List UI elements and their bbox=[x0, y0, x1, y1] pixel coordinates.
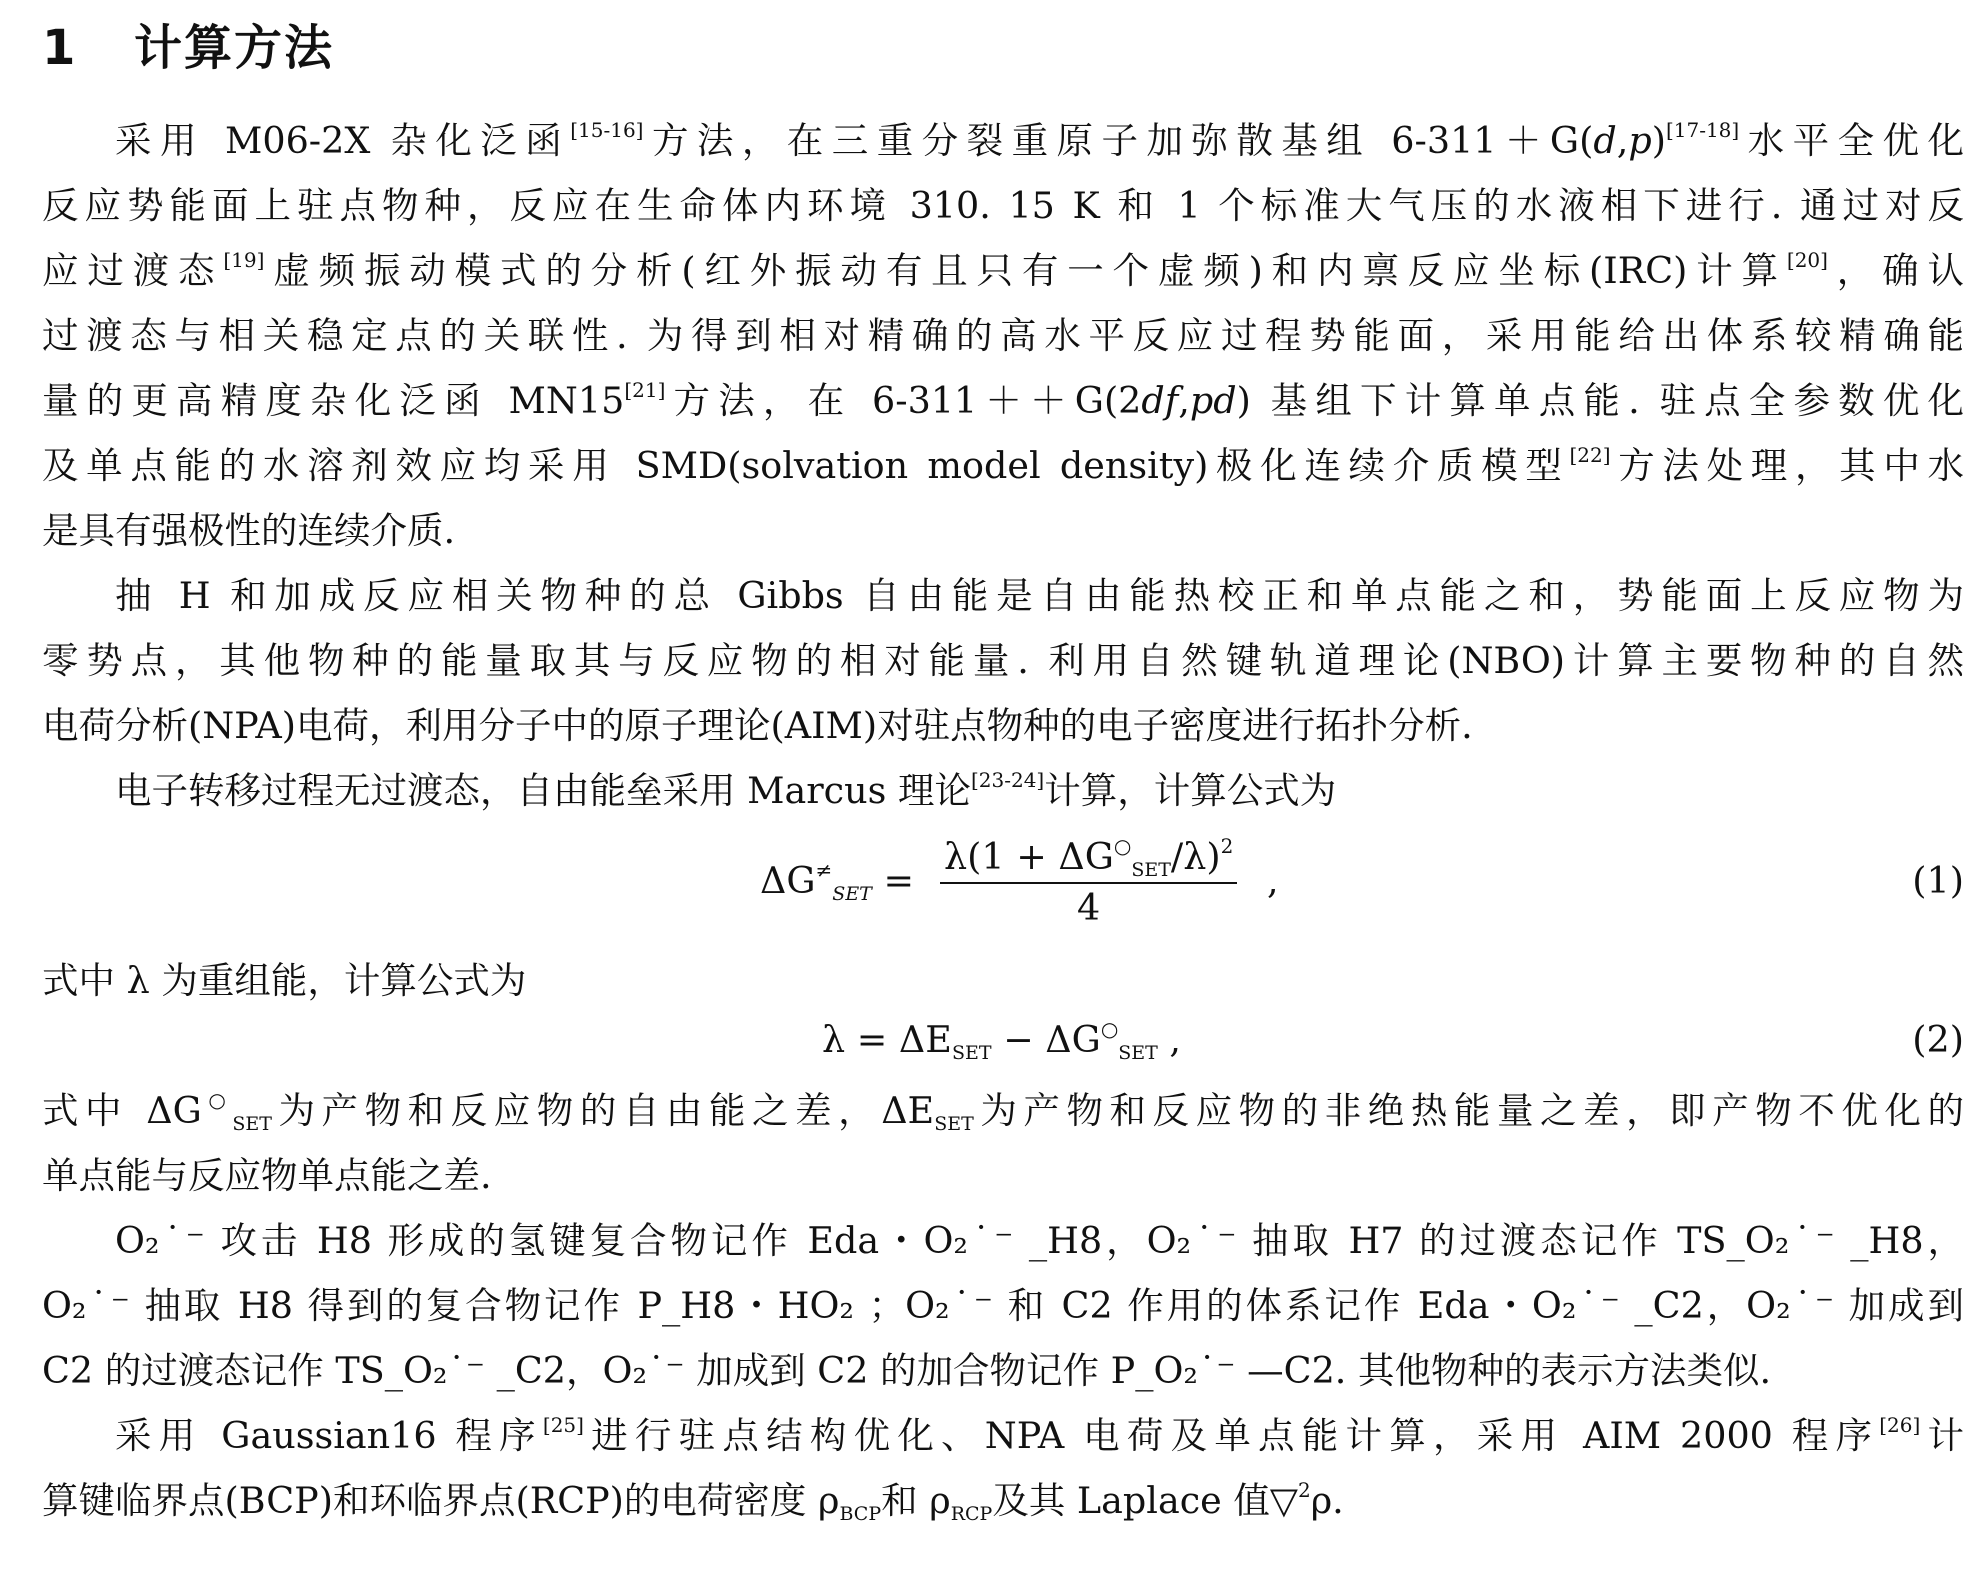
p6-line-3: C2 的过渡态记作 TS_O₂˙⁻ _C2，O₂˙⁻ 加成到 C2 的加合物记作 P_O₂˙⁻ —C2. 其他物种的表示方法类似. bbox=[42, 1349, 1772, 1392]
eq2-body: $\lambda = \Delta E_{SET} - \Delta G^○_{SET}$ , bbox=[822, 1017, 1182, 1064]
equation-2 bbox=[42, 1018, 1964, 1074]
citation: [26] bbox=[1879, 1413, 1921, 1437]
p1-line-5: 量的更高精度杂化泛函 MN15[21]方法，在 6-311＋＋G(2df,pd) 基组下计算单点能. 驻点全参数优化 bbox=[42, 378, 1965, 422]
p6-line-2: O₂˙⁻ 抽取 H8 得到的复合物记作 P_H8・HO₂ ；O₂˙⁻ 和 C2 作用的体系记作 Eda・O₂˙⁻ _C2，O₂˙⁻ 加成到 bbox=[42, 1284, 1964, 1327]
p1-line-3: 应过渡态[19]虚频振动模式的分析(红外振动有且只有一个虚频)和内禀反应坐标(IRC)计算[20]，确认 bbox=[42, 248, 1964, 292]
citation: [20] bbox=[1786, 248, 1828, 272]
p1-line-6: 及单点能的水溶剂效应均采用 SMD(solvation model density)极化连续介质模型[22]方法处理，其中水 bbox=[42, 443, 1965, 487]
p1-line-4: 过渡态与相关稳定点的关联性. 为得到相对精确的高水平反应过程势能面，采用能给出体系较精确能 bbox=[42, 314, 1964, 357]
p4-line-1: 式中 λ 为重组能，计算公式为 bbox=[42, 959, 527, 1002]
equation-1: $\Delta G^\ne_{SET}$ = $\lambda(1 + \Delta G^○_{SET}/\lambda)^2$ 4 , (1) bbox=[760, 834, 1964, 929]
eq1-lhs: $\Delta G^\ne_{SET}$ = bbox=[760, 858, 915, 905]
citation: [15-16] bbox=[570, 118, 644, 142]
p7-line-1: 采用 Gaussian16 程序[25]进行驻点结构优化、NPA 电荷及单点能计算，采用 AIM 2000 程序[26]计 bbox=[115, 1413, 1964, 1457]
p1-line-1: 采用 M06-2X 杂化泛函[15-16]方法，在三重分裂重原子加弥散基组 6-311＋G(d,p)[17-18]水平全优化 bbox=[115, 118, 1964, 162]
p5-line-1: 式中 $\Delta G^○_{SET}$为产物和反应物的自由能之差，$\Delta E_{SET}$为产物和反应物的非绝热能量之差，即产物不优化的 bbox=[42, 1088, 1965, 1135]
equation-number: (1) bbox=[1912, 859, 1964, 902]
section-heading bbox=[42, 18, 334, 78]
p7-line-2: 算键临界点(BCP)和环临界点(RCP)的电荷密度 $\rho_{BCP}$和 $\rho_{RCP}$及其 Laplace 值▽$^2$ρ. bbox=[42, 1478, 1344, 1525]
citation: [21] bbox=[624, 378, 666, 402]
eq1-denominator: 4 bbox=[1077, 886, 1101, 929]
citation: [17-18] bbox=[1665, 118, 1740, 142]
citation: [23-24] bbox=[970, 768, 1045, 792]
equation-number: (2) bbox=[1912, 1018, 1964, 1061]
p2-line-3: 电荷分析(NPA)电荷，利用分子中的原子理论(AIM)对驻点物种的电子密度进行拓扑分析. bbox=[42, 704, 1473, 747]
p1-line-7: 是具有强极性的连续介质. bbox=[42, 509, 456, 552]
p2-line-2: 零势点，其他物种的能量取其与反应物的相对能量. 利用自然键轨道理论(NBO)计算主要物种的自然 bbox=[42, 639, 1964, 682]
p2-line-1: 抽 H 和加成反应相关物种的总 Gibbs 自由能是自由能热校正和单点能之和，势能面上反应物为 bbox=[115, 574, 1964, 617]
citation: [19] bbox=[223, 248, 265, 272]
section-number: 1 bbox=[42, 20, 78, 76]
p6-line-1: O₂˙⁻ 攻击 H8 形成的氢键复合物记作 Eda・O₂˙⁻ _H8，O₂˙⁻ 抽取 H7 的过渡态记作 TS_O₂˙⁻ _H8， bbox=[115, 1219, 1964, 1262]
p3-line-1: 电子转移过程无过渡态，自由能垒采用 Marcus 理论[23-24]计算，计算公式为 bbox=[115, 768, 1337, 812]
citation: [22] bbox=[1569, 443, 1611, 467]
citation: [25] bbox=[542, 1413, 584, 1437]
p5-line-2: 单点能与反应物单点能之差. bbox=[42, 1154, 492, 1197]
eq1-fraction bbox=[940, 835, 1237, 929]
p1-line-2: 反应势能面上驻点物种，反应在生命体内环境 310. 15 K 和 1 个标准大气压的水液相下进行. 通过对反 bbox=[42, 184, 1964, 227]
eq1-numerator: $\lambda(1 + \Delta G^○_{SET}/\lambda)^2$ bbox=[940, 835, 1237, 884]
section-title: 计算方法 bbox=[134, 20, 335, 76]
